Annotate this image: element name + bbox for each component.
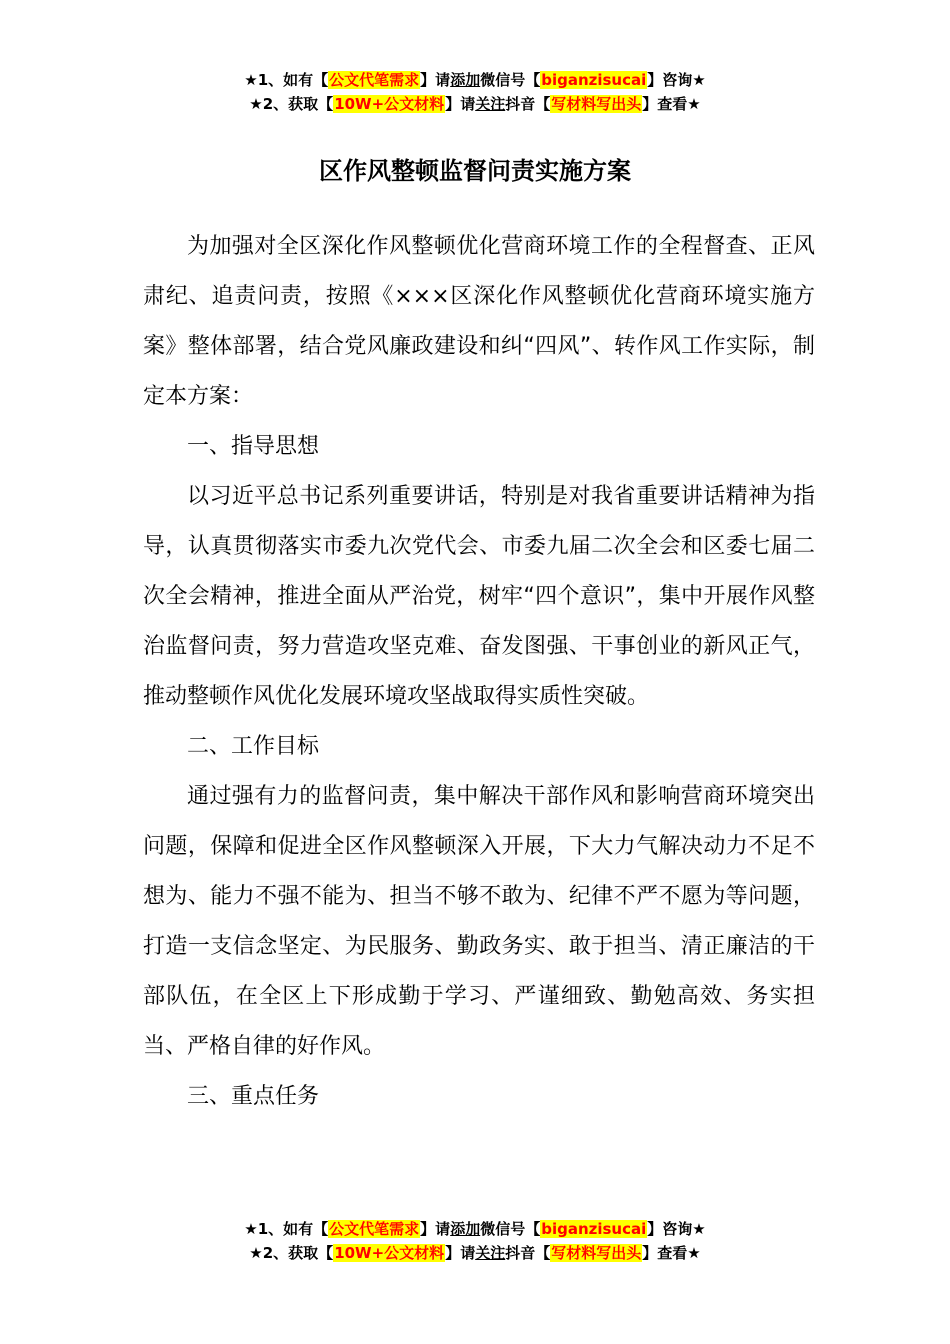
- banner-highlight: biganzisucai: [541, 71, 647, 89]
- banner-text: 】请: [420, 71, 451, 89]
- banner-text: 抖音【: [505, 95, 551, 113]
- paragraph: 通过强有力的监督问责，集中解决干部作风和影响营商环境突出问题，保障和促进全区作风整顿深入开展，下大力气解决动力不足不想为、能力不强不能为、担当不够不敢为、纪律不严不愿为等问题，打造一支信念坚定、为民服务、勤政务实、敢于担当、清正廉洁的干部队伍，在全区上下形成勤于学习、严谨细致、勤勉高效、务实担当、严格自律的好作风。: [143, 784, 815, 1059]
- header-banner: [0, 68, 950, 116]
- banner-text: ★1、如有【: [244, 71, 329, 89]
- paragraph-intro: 为加强对全区深化作风整顿优化营商环境工作的全程督查、正风肃纪、追责问责，按照《×××区深化作风整顿优化营商环境实施方案》整体部署，结合党风廉政建设和纠“四风”、转作风工作实际，制定本方案：: [143, 234, 815, 409]
- banner-text: ★1、如有【: [244, 1220, 329, 1238]
- banner-highlight: 公文代笔需求: [329, 71, 420, 89]
- banner-line-1: [0, 68, 950, 92]
- banner-highlight: 公文代笔需求: [329, 1220, 420, 1238]
- section-heading: 一、指导思想: [187, 434, 320, 459]
- banner-line-1: [0, 1217, 950, 1241]
- banner-underlined: 添加: [450, 71, 481, 89]
- section-heading: 二、工作目标: [187, 734, 320, 759]
- banner-line-2: [0, 1241, 950, 1265]
- banner-highlight: 10W+公文材料: [334, 95, 445, 113]
- banner-highlight: 写材料写出头: [551, 1244, 642, 1262]
- banner-text: 】请: [420, 1220, 451, 1238]
- banner-text: 】请: [445, 95, 476, 113]
- banner-text: 】查看★: [642, 1244, 701, 1262]
- banner-highlight: 写材料写出头: [551, 95, 642, 113]
- banner-text: 】请: [445, 1244, 476, 1262]
- banner-text: 】查看★: [642, 95, 701, 113]
- banner-text: 抖音【: [505, 1244, 551, 1262]
- banner-underlined: 关注: [475, 1244, 506, 1262]
- section-heading: 三、重点任务: [187, 1084, 320, 1109]
- footer-banner: [0, 1217, 950, 1265]
- document-title: 区作风整顿监督问责实施方案: [319, 157, 631, 185]
- banner-text: 】咨询★: [647, 71, 706, 89]
- banner-text: 微信号【: [480, 71, 541, 89]
- banner-underlined: 添加: [450, 1220, 481, 1238]
- banner-text: 】咨询★: [647, 1220, 706, 1238]
- banner-text: 微信号【: [480, 1220, 541, 1238]
- banner-highlight: biganzisucai: [541, 1220, 647, 1238]
- paragraph: 以习近平总书记系列重要讲话，特别是对我省重要讲话精神为指导，认真贯彻落实市委九次党代会、市委九届二次全会和区委七届二次全会精神，推进全面从严治党，树牢“四个意识”，集中开展作风整治监督问责，努力营造攻坚克难、奋发图强、干事创业的新风正气，推动整顿作风优化发展环境攻坚战取得实质性突破。: [143, 484, 815, 709]
- banner-text: ★2、获取【: [249, 95, 334, 113]
- banner-highlight: 10W+公文材料: [334, 1244, 445, 1262]
- banner-text: ★2、获取【: [249, 1244, 334, 1262]
- banner-underlined: 关注: [475, 95, 506, 113]
- document-body: [143, 222, 815, 1122]
- banner-line-2: [0, 92, 950, 116]
